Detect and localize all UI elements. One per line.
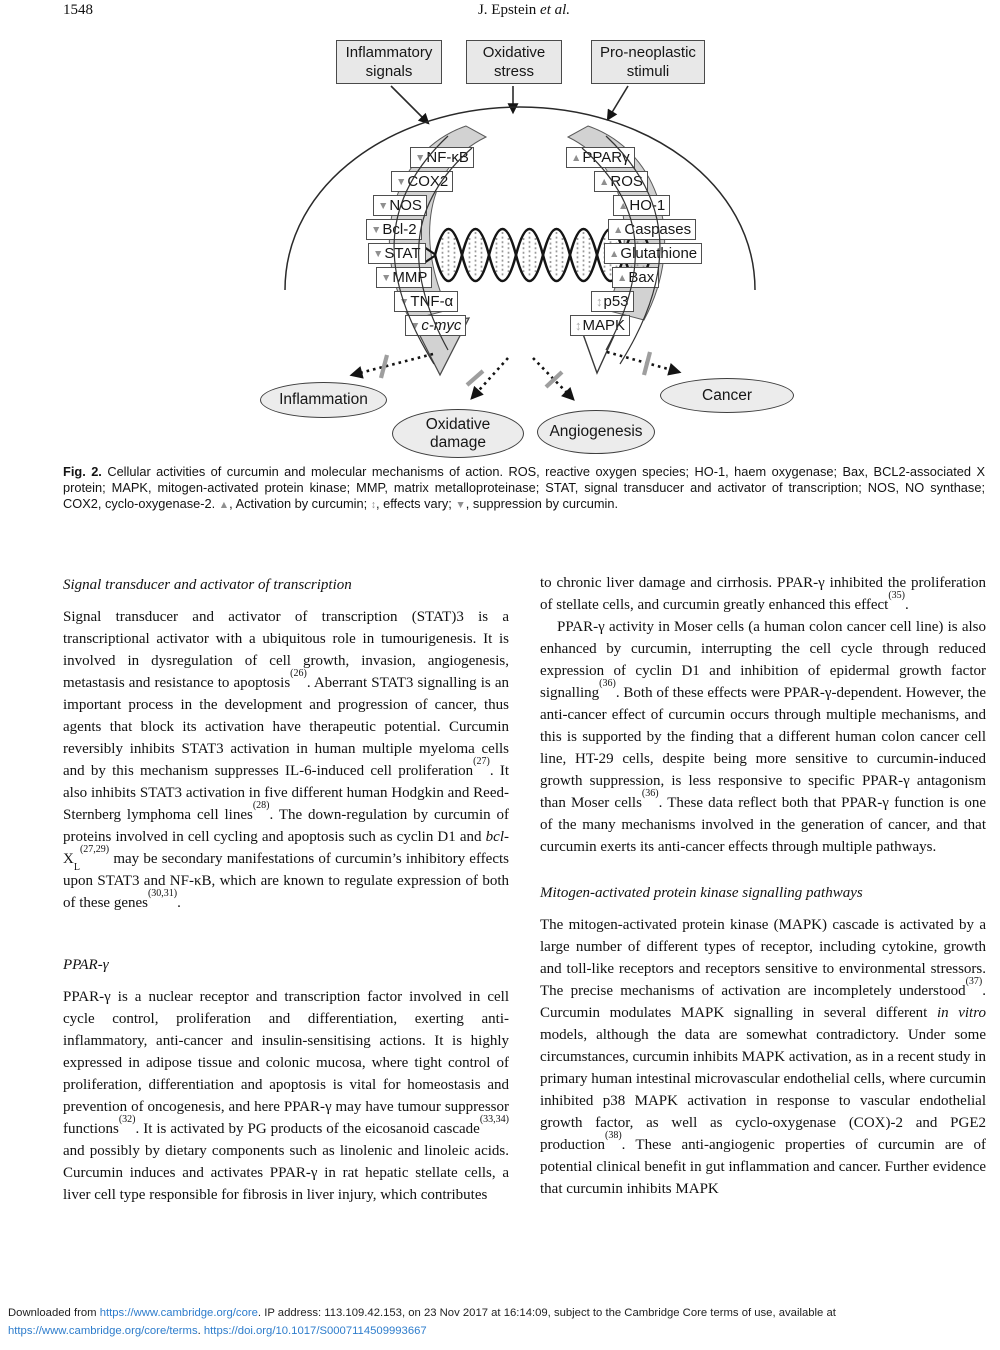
reference-superscript: (35) xyxy=(888,590,905,601)
gene-label: TNF-α xyxy=(410,293,454,310)
legend-marker-icon: ▼ xyxy=(455,498,466,511)
gene-box-p53 xyxy=(591,291,634,312)
section-heading-ppar-gamma: PPAR-γ xyxy=(63,957,109,973)
running-head: J. Epstein et al. xyxy=(477,2,571,18)
outcome-ellipse-inflammation: Inflammation xyxy=(260,382,387,418)
gene-box-mmp xyxy=(376,267,432,288)
gene-box-mapk xyxy=(570,315,630,336)
activation-triangle-icon: ▲ xyxy=(599,176,610,188)
gene-label: Bcl-2 xyxy=(382,221,417,238)
gene-label: STAT xyxy=(384,245,421,262)
footer-link[interactable]: https://www.cambridge.org/core xyxy=(99,1307,258,1319)
activation-triangle-icon: ▲ xyxy=(609,248,620,260)
reference-superscript: (27) xyxy=(473,756,490,767)
gene-box-glutathione xyxy=(604,243,702,264)
vary-arrow-icon: ↕ xyxy=(596,294,603,309)
legend-marker-icon: ▲ xyxy=(218,498,230,511)
reference-superscript: (27,29) xyxy=(79,844,110,855)
gene-box-tnf-alpha xyxy=(394,291,458,312)
gene-box-caspases xyxy=(608,219,696,240)
gene-label: p53 xyxy=(603,293,629,310)
footer-link[interactable]: https://www.cambridge.org/core/terms xyxy=(8,1324,198,1337)
suppression-triangle-icon: ▼ xyxy=(396,176,407,188)
stimulus-arrows xyxy=(391,86,628,123)
gene-label: NOS xyxy=(389,197,422,214)
suppression-triangle-icon: ▼ xyxy=(373,248,384,260)
gene-box-ho-1 xyxy=(613,195,670,216)
reference-superscript: (33,34) xyxy=(479,1114,509,1125)
gene-label: Caspases xyxy=(624,221,692,238)
reference-superscript: (36) xyxy=(641,788,659,799)
stimulus-box-oxidative-stress: Oxidative stress xyxy=(466,40,562,84)
gene-box-c-myc xyxy=(405,315,466,336)
gene-box-nos xyxy=(373,195,427,216)
left-column xyxy=(63,574,509,1206)
reference-superscript: (32) xyxy=(118,1114,136,1125)
suppression-triangle-icon: ▼ xyxy=(415,152,426,164)
gene-label: NF-κB xyxy=(426,149,469,166)
section-heading-stat: Signal transducer and activator of transcription xyxy=(63,577,352,593)
reference-superscript: (36) xyxy=(599,678,616,689)
gene-box-cox2 xyxy=(391,171,453,192)
stimulus-box-pro-neoplastic-stimuli: Pro-neoplastic stimuli xyxy=(591,40,705,84)
figure-caption: Fig. 2. Cellular activities of curcumin and molecular mechanisms of action. ROS, reactive oxygen species; HO-1, haem oxygenase; Bax, BCL2-associated X protein; MAPK, mitogen-activated protein kinase; MMP, matrix metalloproteinase; STAT, signal transducer and activator of transcription; NOS, NO synthase; COX2, cyclo-oxygenase-2. ▲, Activation by curcumin; ↕, effects vary; ▼, suppression by curcumin. xyxy=(63,464,985,511)
paragraph-moser-cells: PPAR-γ activity in Moser cells (a human colon cancer cell line) is also enhanced by curcumin, interrupting the cell cycle through reduced expression of cyclin D1 and inhibition of epidermal growth factor signalling$^{(36)}$. Both of these effects were PPAR-γ-dependent. However, the anti-cancer effect of curcumin occurs through multiple mechanisms, and this is supported by the finding that a different human colon cancer cell line, HT-29 cells, despite being more sensitive to curcumin-induced growth suppression, is less responsive to specific PPAR-γ antagonism than Moser cells$^{(36)}$. These data reflect both that PPAR-γ function is one of the many mechanisms involved in the generation of cancer, and that curcumin exerts its anti-cancer effects through multiple pathways. xyxy=(540,619,987,855)
gene-label: COX2 xyxy=(407,173,449,190)
download-notice xyxy=(8,1305,986,1340)
outcome-ellipse-angiogenesis: Angiogenesis xyxy=(537,410,655,454)
paragraph-ppar-continued: to chronic liver damage and cirrhosis. PPAR-γ inhibited the proliferation of stellate cells, and curcumin greatly enhanced this effect$^{(35)}$. xyxy=(540,575,986,613)
section-heading-mapk: Mitogen-activated protein kinase signalling pathways xyxy=(540,885,863,901)
legend-marker-icon: ↕ xyxy=(370,498,376,511)
gene-label: ROS xyxy=(610,173,643,190)
inhibition-arrows xyxy=(352,352,679,399)
inhibition-bars xyxy=(381,352,650,387)
footer-link[interactable]: https://doi.org/10.1017/S0007114509993667 xyxy=(203,1324,427,1337)
gene-label: MMP xyxy=(392,269,428,286)
reference-superscript: (30,31) xyxy=(147,888,178,899)
suppression-triangle-icon: ▼ xyxy=(410,320,421,332)
reference-superscript: (37) xyxy=(965,976,983,987)
reference-superscript: (28) xyxy=(252,800,270,811)
gene-box-nf-kb xyxy=(410,147,474,168)
suppression-triangle-icon: ▼ xyxy=(381,272,392,284)
gene-label: Glutathione xyxy=(620,245,698,262)
stimulus-box-inflammatory-signals: Inflammatory signals xyxy=(336,40,442,84)
right-column xyxy=(540,572,986,1200)
activation-triangle-icon: ▲ xyxy=(617,272,628,284)
suppression-triangle-icon: ▼ xyxy=(399,296,410,308)
gene-box-ppar-gamma xyxy=(566,147,635,168)
paragraph-stat: Signal transducer and activator of transcription (STAT)3 is a transcriptional activator with a ubiquitous role in tumourigenesis. It is involved in dysregulation of cell growth, invasion, angiogenesis, metastasis and resistance to apoptosis$^{(26)}$. Aberrant STAT3 signalling is an important process in the development and progression of cancer, thus agents that block its activation have therapeutic potential. Curcumin reversibly inhibits STAT3 activation in human multiple myeloma cells and by this mechanism suppresses IL-6-induced cell proliferation$^{(27)}$. It also inhibits STAT3 activation in five different human Hodgkin and Reed-Sternberg lymphoma cell lines$^{(28)}$. The down-regulation by curcumin of proteins involved in cell cycling and apoptosis such as cyclin D1 and bcl-$X_L^{(27,29)}$ may be secondary manifestations of curcumin’s inhibitory effects upon STAT3 and NF-κB, which are known to regulate expression of both of these genes$^{(30,31)}$. xyxy=(63,609,509,911)
page-number: 1548 xyxy=(63,2,93,18)
paragraph-mapk: The mitogen-activated protein kinase (MAPK) cascade is activated by a large number of different types of receptor, including cytokine, growth and toll-like receptors and receptors sensitive to environmental stressors. The precise mechanisms of activation are incompletely understood$^{(37)}$. Curcumin modulates MAPK signalling in several different in vitro models, although the data are somewhat contradictory. Under some circumstances, curcumin inhibits MAPK activation, as in a recent study in primary human intestinal microvascular endothelial cells, where curcumin inhibited p38 MAPK activation in response to vascular endothelial growth factor, as well as cyclo-oxygenase (COX)-2 and PGE2 production$^{(38)}$. These anti-angiogenic properties of curcumin are of potential clinical benefit in gut inflammation and cancer. Further evidence that curcumin inhibits MAPK xyxy=(540,917,986,1197)
reference-superscript: (26) xyxy=(290,668,307,679)
outcome-ellipse-cancer: Cancer xyxy=(660,378,794,413)
activation-triangle-icon: ▲ xyxy=(613,224,624,236)
gene-box-stat xyxy=(368,243,426,264)
activation-triangle-icon: ▲ xyxy=(618,200,629,212)
reference-superscript: (38) xyxy=(605,1130,622,1141)
gene-label: MAPK xyxy=(582,317,626,334)
paragraph-ppar-gamma: PPAR-γ is a nuclear receptor and transcription factor involved in cell cycle control, proliferation and differentiation, exerting anti-inflammatory, anti-cancer and insulin-sensitising actions. It is highly expressed in adipose tissue and colonic mucosa, where tight control of proliferation, differentiation and apoptosis is vital for homeostasis and prevention of oncogenesis, and here PPAR-γ may have tumour suppressor functions$^{(32)}$. It is activated by PG products of the eicosanoid cascade$^{(33,34)}$ and possibly by dietary components such as linolenic and linoleic acids. Curcumin induces and activates PPAR-γ in rat hepatic stellate cells, a liver cell type responsible for fibrosis in liver injury, which contributes xyxy=(63,989,509,1203)
vary-arrow-icon: ↕ xyxy=(575,318,582,333)
gene-label: c-myc xyxy=(421,317,462,334)
gene-label: Bax xyxy=(628,269,655,286)
download-notice-line-2: https://www.cambridge.org/core/terms. https://doi.org/10.1017/S0007114509993667 xyxy=(8,1324,427,1337)
outcome-ellipse-oxidative-damage: Oxidative damage xyxy=(392,409,524,458)
gene-label: HO-1 xyxy=(629,197,666,214)
suppression-triangle-icon: ▼ xyxy=(378,200,389,212)
gene-box-bcl-2 xyxy=(366,219,422,240)
suppression-triangle-icon: ▼ xyxy=(371,224,382,236)
gene-box-bax xyxy=(612,267,659,288)
gene-label: PPARγ xyxy=(582,149,630,166)
download-notice-line-1: Downloaded from https://www.cambridge.org/core. IP address: 113.109.42.153, on 23 Nov 2017 at 16:14:09, subject to the Cambridge Core terms of use, available at xyxy=(8,1307,836,1319)
gene-box-ros xyxy=(594,171,648,192)
activation-triangle-icon: ▲ xyxy=(571,152,582,164)
